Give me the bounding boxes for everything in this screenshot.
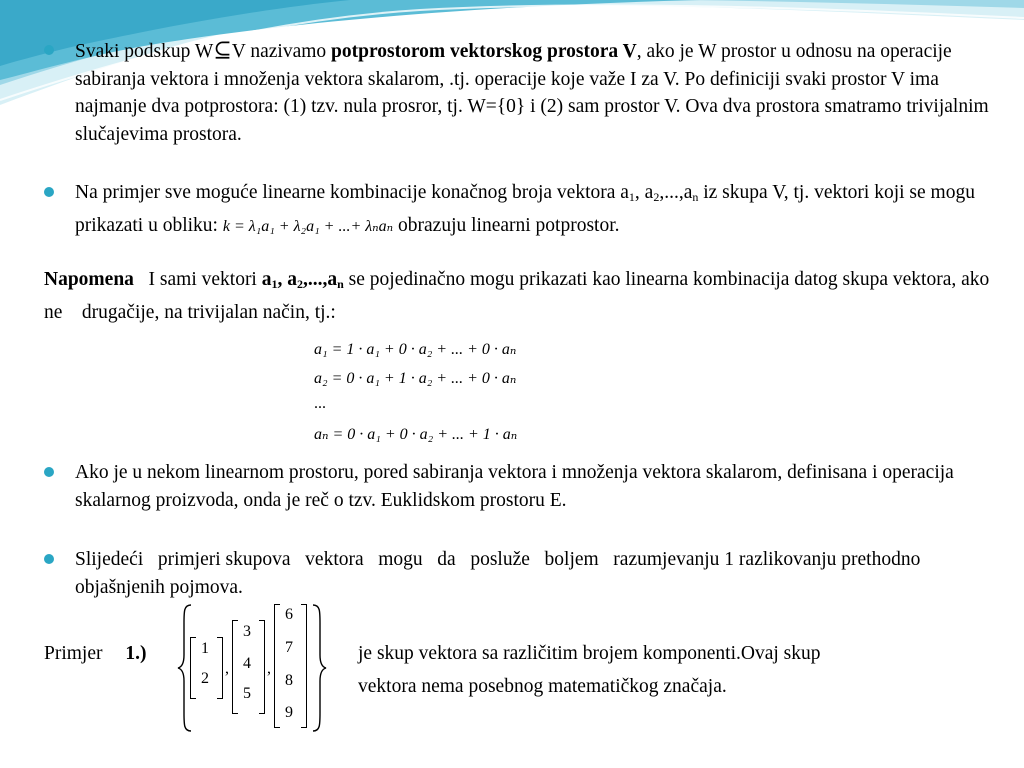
subset-symbol: ⊆: [213, 37, 232, 62]
example-text-1: je skup vektora sa različitim brojem komponenti.Ovaj skup: [358, 643, 821, 664]
right-brace: [310, 603, 328, 733]
bold-term: potprostorom vektorskog prostora V: [331, 41, 637, 62]
example-label: [44, 640, 147, 668]
primjer-word: Primjer: [44, 643, 103, 664]
text-run: V nazivamo: [231, 41, 332, 62]
vector-3: [274, 604, 308, 728]
comma: ,: [267, 660, 271, 677]
bullet-3-text: Ako je u nekom linearnom prostoru, pored sabiranja vektora i množenja vektora skalarom, definisana i operacija skalarnog proizvoda, onda je reč o tzv. Euklidskom prostoru E.: [75, 462, 954, 511]
subscript: 1: [628, 190, 635, 204]
bullet-dot: [44, 554, 54, 564]
bullet-4-text: Slijedeći primjeri skupova vektora mogu da posluže boljem razumjevanju 1 razlikovanju prethodno objašnjenih pojmova.: [75, 549, 926, 598]
bullet-dot: [44, 187, 54, 197]
text-run: obrazuju linearni potprostor.: [393, 214, 620, 236]
vector-cell: 7: [285, 639, 293, 656]
text-run: a: [261, 269, 272, 290]
vector-1: [190, 637, 224, 699]
text-run: , a: [634, 182, 654, 203]
bullet-2-text: [75, 179, 995, 240]
vector-cell: 2: [201, 670, 209, 687]
text-run: I sami vektori: [133, 269, 262, 290]
text-run: ,...,a: [302, 269, 338, 290]
example-number: 1.): [125, 643, 147, 664]
text-run: ,...,a: [659, 182, 693, 203]
equation-1: a₁ = 1 · a₁ + 0 · a₂ + ... + 0 · aₙ: [314, 341, 517, 358]
example-text-2: vektora nema posebnog matematičkog značaja.: [358, 676, 727, 697]
napomena-label: Napomena: [44, 269, 134, 290]
subscript: n: [692, 190, 699, 204]
vector-cell: 6: [285, 606, 293, 623]
vector-cell: 8: [285, 672, 293, 689]
vector-cell: 4: [243, 655, 251, 672]
equation-ellipsis: ...: [314, 395, 326, 412]
subscript: n: [337, 277, 344, 291]
equation-n: aₙ = 0 · a₁ + 0 · a₂ + ... + 1 · aₙ: [314, 426, 518, 443]
equation-2: a₂ = 0 · a₁ + 1 · a₂ + ... + 0 · aₙ: [314, 370, 517, 387]
subscript: 2: [296, 277, 303, 291]
vector-2: [232, 620, 266, 714]
text-run: se pojedinačno mogu prikazati kao linearna kombinacija datog skupa vektora, ako ne drugačije, na trivijalan način, tj.:: [44, 269, 995, 323]
text-run: iz skupa V, tj. vektori koji se mogu prikazati u obliku:: [75, 182, 975, 236]
vector-cell: 3: [243, 623, 251, 640]
bullet-1-text: [75, 36, 995, 148]
comma: ,: [225, 660, 229, 677]
text-run: , a: [277, 269, 297, 290]
vector-cell: 5: [243, 685, 251, 702]
vector-cell: 1: [201, 640, 209, 657]
text-run: Na primjer sve moguće linearne kombinacije konačnog broja vektora a: [75, 182, 629, 203]
bullet-dot: [44, 467, 54, 477]
formula: k = λ₁a₁ + λ₂a₁ + ...+ λₙaₙ: [222, 217, 394, 235]
subscript: 2: [653, 190, 660, 204]
bullet-dot: [44, 45, 54, 55]
text-run: , ako je W prostor u odnosu na operacije sabiranja vektora i množenja vektora skalarom, .tj. operacije koje važe I za V. Po definiciji svaki prostor V ima najmanje dva potprostora: (1) tzv. nula prosror, tj. W={0} i (2) sam prostor V. Ova dva prostora smatramo trivijalnim slučajevima prostora.: [75, 41, 989, 145]
napomena-text: [44, 266, 994, 326]
vector-cell: 9: [285, 704, 293, 721]
subscript: 1: [271, 277, 278, 291]
text-run: Svaki podskup W: [75, 41, 214, 62]
